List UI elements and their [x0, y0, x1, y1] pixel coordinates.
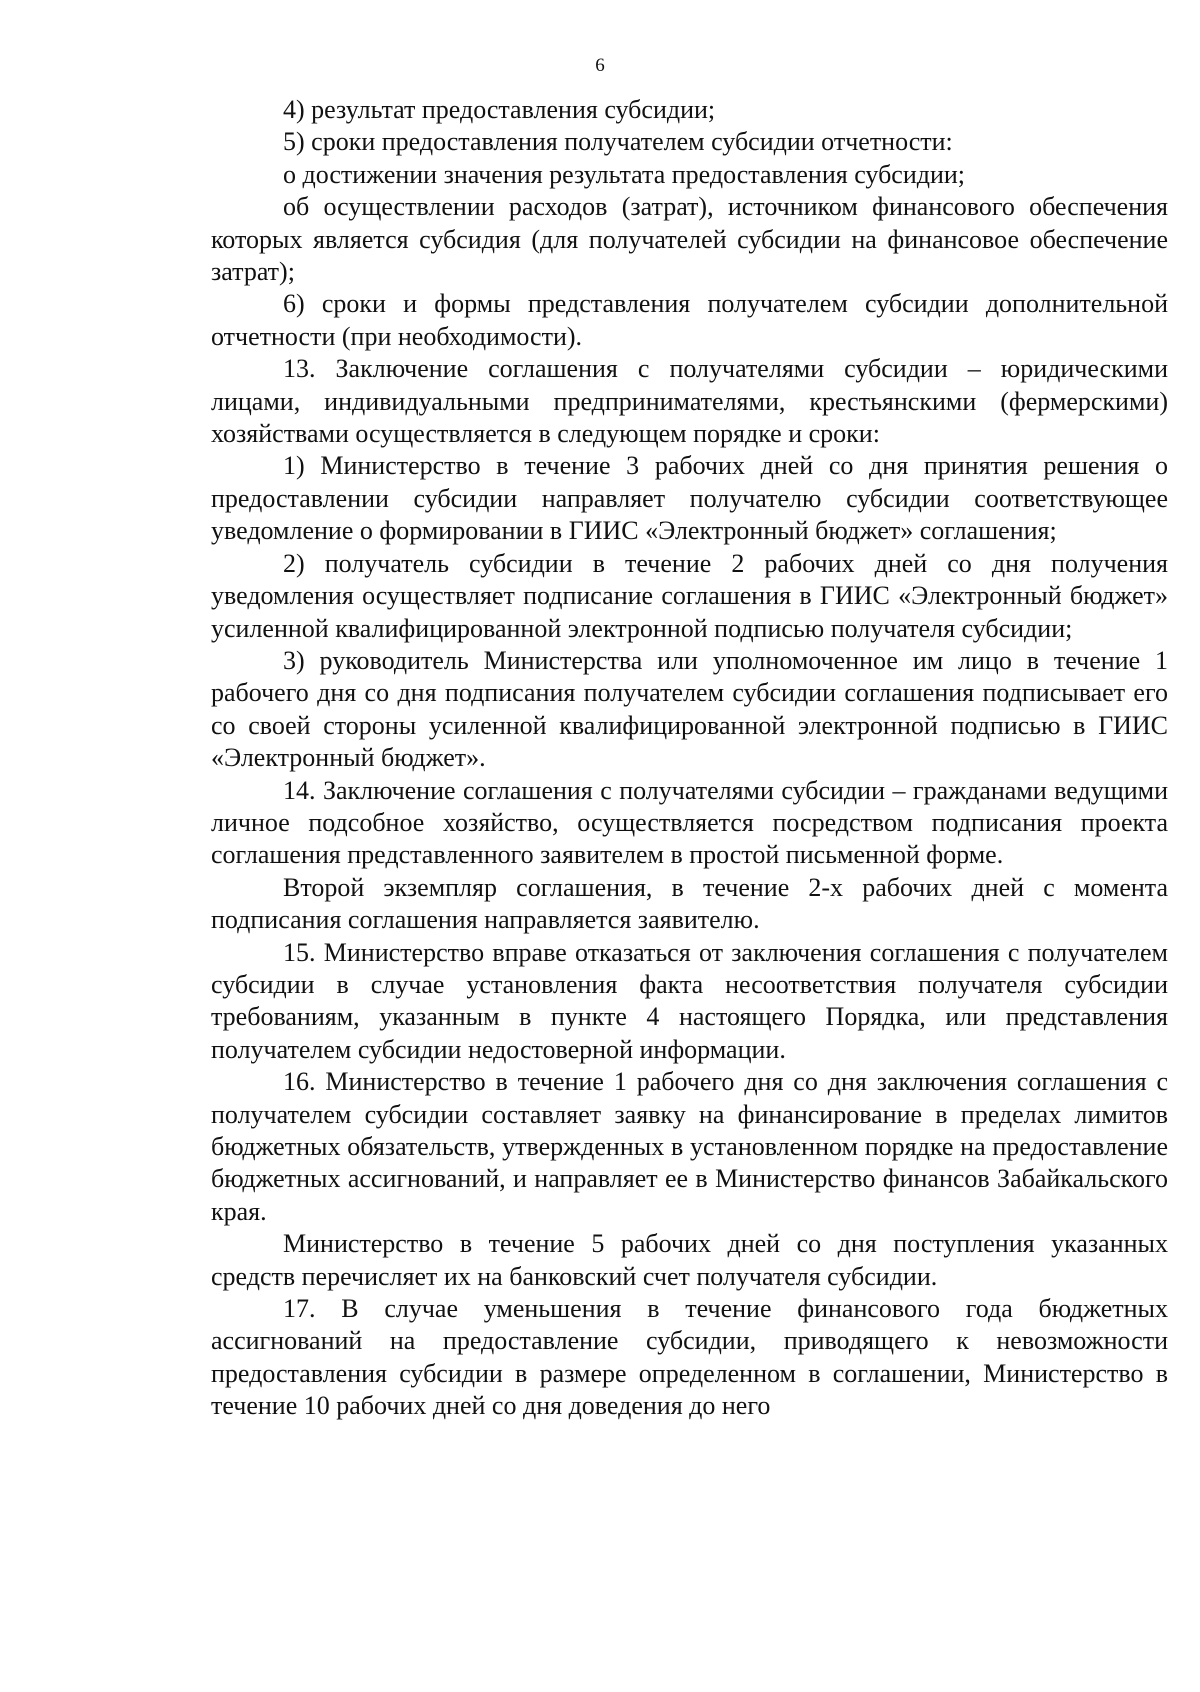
paragraph-item-13-1: 1) Министерство в течение 3 рабочих дней со дня принятия решения о предоставлении субсидии направляет получателю субсидии соответствующее уведомление о формировании в ГИИС «Электронный бюджет» соглашения; [211, 451, 1168, 546]
paragraph-item-15: 15. Министерство вправе отказаться от заключения соглашения с получателем субсидии в случае установления факта несоответствия получателя субсидии требованиям, указанным в пункте 4 настоящего Порядка, или представления получателем субсидии недостоверной информации. [211, 937, 1168, 1064]
paragraph-item-13-2: 2) получатель субсидии в течение 2 рабочих дней со дня получения уведомления осуществляет подписание соглашения в ГИИС «Электронный бюджет» усиленной квалифицированной электронной подписью получателя субсидии; [211, 548, 1168, 643]
paragraph-item-16: 16. Министерство в течение 1 рабочего дня со дня заключения соглашения с получателем субсидии составляет заявку на финансирование в пределах лимитов бюджетных обязательств, утвержденных в установленном порядке на предоставление бюджетных ассигнований, и направляет ее в Министерство финансов Забайкальского края. [211, 1067, 1168, 1226]
paragraph-expenses: об осуществлении расходов (затрат), источником финансового обеспечения которых является субсидия (для получателей субсидии на финансовое обеспечение затрат); [211, 192, 1168, 287]
paragraph-result-achievement: о достижении значения результата предоставления субсидии; [283, 159, 966, 189]
paragraph-additional-reporting: 6) сроки и формы представления получателем субсидии дополнительной отчетности (при необходимости). [211, 289, 1168, 351]
paragraph-item-17: 17. В случае уменьшения в течение финансового года бюджетных ассигнований на предоставление субсидии, приводящего к невозможности предоставления субсидии в размере определенном в соглашении, Министерство в течение 10 рабочих дней со дня доведения до него [211, 1294, 1168, 1421]
paragraph-reporting-deadlines: 5) сроки предоставления получателем субсидии отчетности: [283, 127, 953, 157]
paragraph-result: 4) результат предоставления субсидии; [283, 95, 716, 124]
paragraph-item-13-3: 3) руководитель Министерства или уполномоченное им лицо в течение 1 рабочего дня со дня подписания получателем субсидии соглашения подписывает его со своей стороны усиленной квалифицированной электронной подписью в ГИИС «Электронный бюджет». [211, 645, 1168, 773]
paragraph-second-copy: Второй экземпляр соглашения, в течение 2-х рабочих дней с момента подписания соглашения направляется заявителю. [211, 872, 1168, 935]
paragraph-transfer: Министерство в течение 5 рабочих дней со дня поступления указанных средств перечисляет их на банковский счет получателя субсидии. [211, 1229, 1168, 1291]
paragraph-item-14: 14. Заключение соглашения с получателями субсидии – гражданами ведущими личное подсобное хозяйство, осуществляется посредством подписания проекта соглашения представленного заявителем в простой письменной форме. [211, 775, 1168, 870]
page-number: 6 [595, 55, 605, 76]
paragraph-item-13: 13. Заключение соглашения с получателями субсидии – юридическими лицами, индивидуальными предпринимателями, крестьянскими (фермерскими) хозяйствами осуществляется в следующем порядке и сроки: [211, 354, 1168, 449]
document-body [211, 94, 1168, 1423]
